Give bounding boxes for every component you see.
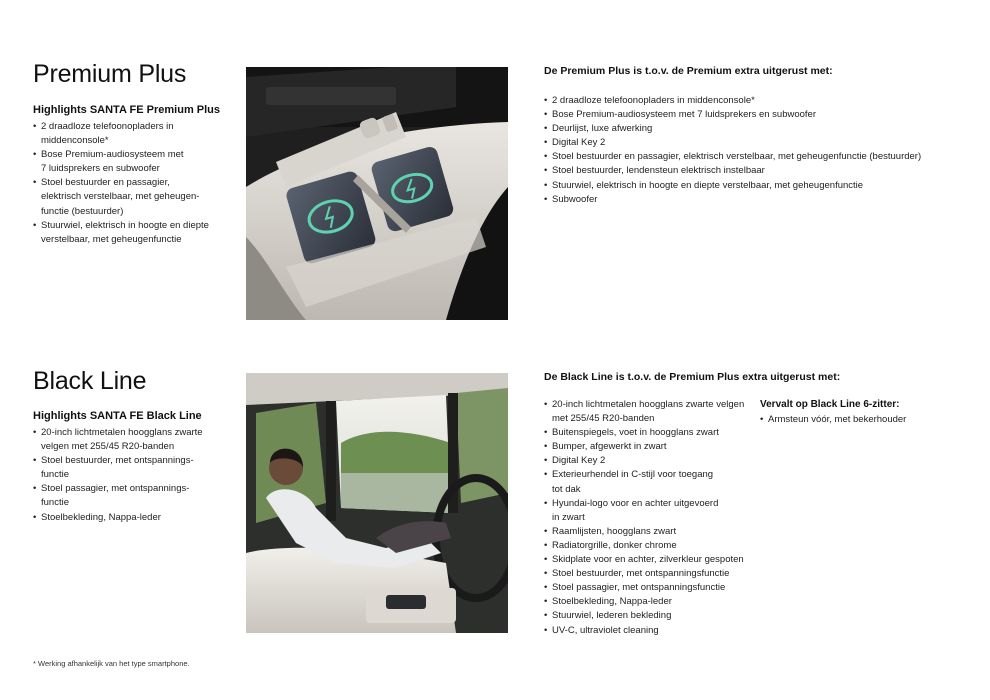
list-item-line: 7 luidsprekers en subwoofer bbox=[41, 163, 160, 175]
list-item bbox=[544, 468, 754, 496]
list-item bbox=[33, 482, 233, 510]
list-item-line: middenconsole* bbox=[41, 135, 109, 147]
list-item bbox=[544, 94, 964, 108]
list-item-line: • Stuurwiel, lederen bekleding bbox=[552, 610, 672, 622]
list-item bbox=[544, 624, 754, 638]
black-line-removed-list bbox=[760, 413, 960, 427]
premium-plus-highlights-list bbox=[33, 120, 233, 247]
list-item bbox=[33, 511, 233, 525]
black-line-highlights-title: Highlights SANTA FE Black Line bbox=[33, 410, 202, 422]
list-item bbox=[544, 454, 754, 468]
list-item-line: in zwart bbox=[552, 511, 585, 523]
list-item-line: • Stuurwiel, elektrisch in hoogte en diepte bbox=[41, 219, 209, 231]
list-item bbox=[544, 525, 754, 539]
list-item-line: • Digital Key 2 bbox=[552, 455, 606, 467]
list-item-line: verstelbaar, met geheugenfunctie bbox=[41, 233, 182, 245]
black-line-highlights-list bbox=[33, 426, 233, 525]
black-line-title: Black Line bbox=[33, 367, 147, 395]
list-item bbox=[544, 553, 754, 567]
list-item-text: • Armsteun vóór, met bekerhouder bbox=[768, 414, 907, 425]
black-line-extra bbox=[544, 398, 754, 638]
black-line-removed-title: Vervalt op Black Line 6-zitter: bbox=[760, 399, 900, 410]
list-item bbox=[544, 497, 754, 525]
list-item bbox=[544, 193, 964, 207]
list-item bbox=[544, 108, 964, 122]
list-item-text: • 2 draadloze telefoonopladers in middenconsole* bbox=[552, 95, 755, 106]
list-item-line: elektrisch verstelbaar, met geheugen- bbox=[41, 191, 200, 203]
list-item bbox=[544, 609, 754, 623]
list-item-line: • Radiatorgrille, donker chrome bbox=[552, 539, 677, 551]
list-item-text: • Deurlijst, luxe afwerking bbox=[552, 123, 653, 135]
premium-plus-extra-title: De Premium Plus is t.o.v. de Premium extra uitgerust met: bbox=[544, 65, 833, 77]
list-item bbox=[544, 398, 754, 426]
list-item bbox=[544, 567, 754, 581]
list-item-text: • Stoel bestuurder, lendensteun elektrisch instelbaar bbox=[552, 165, 765, 177]
list-item-line: • 2 draadloze telefoonopladers in bbox=[41, 121, 174, 132]
list-item bbox=[544, 122, 964, 136]
black-line-highlights bbox=[33, 410, 233, 525]
list-item-line: • Buitenspiegels, voet in hoogglans zwart bbox=[552, 427, 719, 439]
list-item bbox=[544, 539, 754, 553]
list-item-line: • Stoel passagier, met ontspannings- bbox=[41, 483, 190, 495]
list-item-line: • Stoelbekleding, Nappa-leder bbox=[552, 596, 672, 608]
premium-plus-highlights bbox=[33, 104, 233, 247]
black-line-extra-header bbox=[544, 371, 964, 383]
list-item-line: • Stoel bestuurder, met ontspanningsfunctie bbox=[552, 568, 730, 580]
relaxing-seat-photo bbox=[246, 373, 508, 633]
list-item bbox=[544, 595, 754, 609]
list-item bbox=[544, 440, 754, 454]
list-item bbox=[33, 148, 233, 176]
list-item-line: velgen met 255/45 R20-banden bbox=[41, 441, 175, 453]
list-item-line: functie bbox=[41, 497, 69, 509]
footnote: * Werking afhankelijk van het type smartphone. bbox=[33, 659, 190, 668]
premium-plus-highlights-title: Highlights SANTA FE Premium Plus bbox=[33, 104, 221, 116]
list-item bbox=[33, 219, 233, 247]
list-item-text: • Stoel bestuurder en passagier, elektrisch verstelbaar, met geheugenfunctie (bestuurder) bbox=[552, 151, 922, 163]
list-item bbox=[544, 426, 754, 440]
list-item-line: • Bose Premium-audiosysteem met bbox=[41, 149, 184, 161]
list-item bbox=[544, 136, 964, 150]
list-item bbox=[544, 179, 964, 193]
list-item-line: functie (bestuurder) bbox=[41, 205, 124, 217]
list-item-line: • Hyundai-logo voor en achter uitgevoerd bbox=[552, 497, 719, 509]
list-item-line: • Stoelbekleding, Nappa-leder bbox=[41, 511, 161, 523]
list-item-line: • Bumper, afgewerkt in zwart bbox=[552, 441, 667, 453]
premium-plus-extra bbox=[544, 65, 964, 207]
list-item bbox=[33, 426, 233, 454]
list-item-line: • 20-inch lichtmetalen hoogglans zwarte bbox=[41, 427, 203, 438]
list-item-line: • Stoel passagier, met ontspanningsfunctie bbox=[552, 582, 726, 594]
black-line-removed bbox=[760, 399, 960, 427]
list-item-line: • Stoel bestuurder, met ontspannings- bbox=[41, 455, 194, 467]
list-item-line: • Exterieurhendel in C-stijl voor toegang bbox=[552, 469, 714, 481]
list-item-line: functie bbox=[41, 469, 69, 481]
premium-plus-title: Premium Plus bbox=[33, 60, 187, 88]
list-item bbox=[33, 120, 233, 148]
wireless-charger-photo bbox=[246, 67, 508, 320]
list-item-text: • Bose Premium-audiosysteem met 7 luidsprekers en subwoofer bbox=[552, 109, 817, 121]
list-item-line: • Stoel bestuurder en passagier, bbox=[41, 177, 170, 189]
list-item-line: • 20-inch lichtmetalen hoogglans zwarte velgen bbox=[552, 399, 745, 410]
black-line-extra-title: De Black Line is t.o.v. de Premium Plus extra uitgerust met: bbox=[544, 371, 841, 383]
list-item-line: met 255/45 R20-banden bbox=[552, 413, 655, 425]
list-item-line: • Raamlijsten, hoogglans zwart bbox=[552, 525, 677, 537]
list-item-text: • Stuurwiel, elektrisch in hoogte en diepte verstelbaar, met geheugenfunctie bbox=[552, 179, 864, 191]
list-item bbox=[33, 454, 233, 482]
list-item-text: • Digital Key 2 bbox=[552, 137, 606, 149]
black-line-extra-list bbox=[544, 398, 754, 638]
premium-plus-extra-list bbox=[544, 94, 964, 207]
list-item-text: • Subwoofer bbox=[552, 193, 598, 205]
list-item-line: • Skidplate voor en achter, zilverkleur gespoten bbox=[552, 554, 744, 566]
list-item bbox=[760, 413, 960, 427]
list-item bbox=[544, 150, 964, 164]
list-item bbox=[33, 176, 233, 218]
list-item bbox=[544, 581, 754, 595]
list-item-line: • UV-C, ultraviolet cleaning bbox=[552, 624, 659, 636]
list-item bbox=[544, 164, 964, 178]
list-item-line: tot dak bbox=[552, 483, 581, 495]
